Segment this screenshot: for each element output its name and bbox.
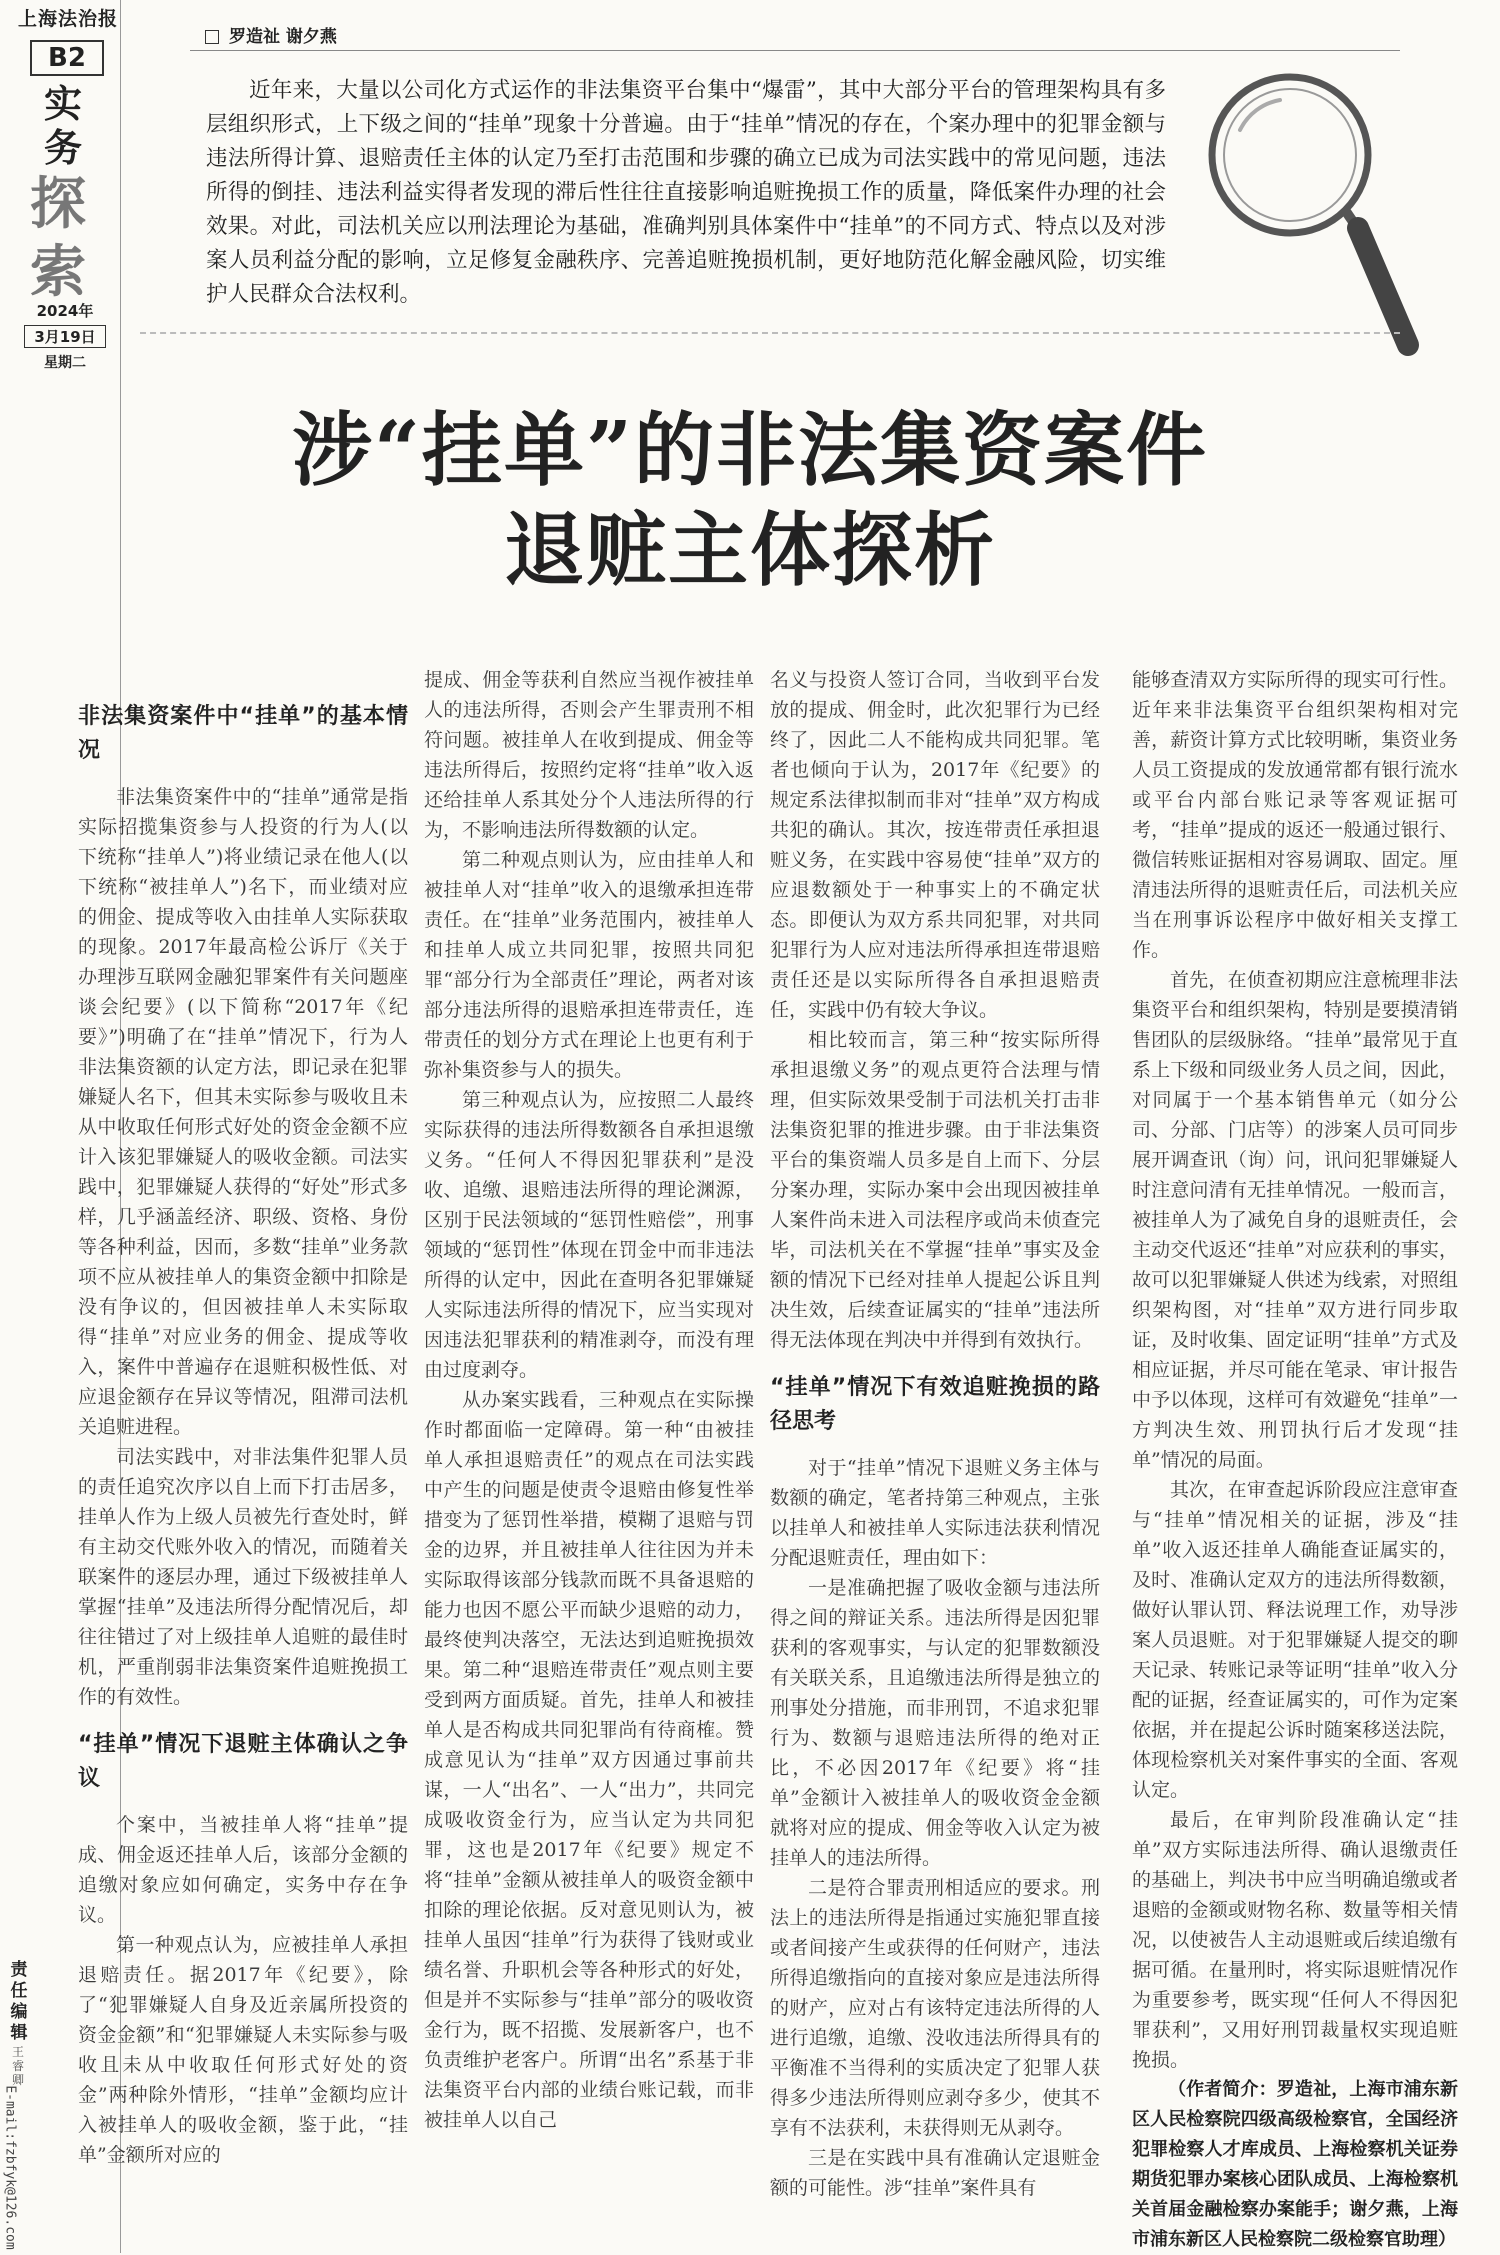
paragraph: 首先，在侦查初期应注意梳理非法集资平台和组织架构，特别是要摸清销售团队的层级脉络。“挂单”最常见于直系上下级和同级业务人员之间，因此，对同属于一个基本销售单元（如分公司、分部、门店等）的涉案人员可同步展开调查讯（询）问，讯问犯罪嫌疑人时注意问清有无挂单情况。一般而言，被挂单人为了减免自身的退赃责任，会主动交代返还“挂单”对应获利的事实，故可以犯罪嫌疑人供述为线索，对照组织架构图，对“挂单”双方进行同步取证，及时收集、固定证明“挂单”方式及相应证据，并尽可能在笔录、审计报告中予以体现，这样可有效避免“挂单”一方判决生效、刑罚执行后才发现“挂单”情况的局面。: [1132, 969, 1458, 1471]
paragraph: 提成、佣金等获利自然应当视作被挂单人的违法所得，否则会产生罪责刑不相符问题。被挂单人在收到提成、佣金等违法所得后，按照约定将“挂单”收入返还给挂单人系其处分个人违法所得的行为，不影响违法所得数额的认定。: [424, 669, 754, 841]
section-subtitle: 探索: [30, 171, 86, 305]
article-headline: [150, 400, 1350, 600]
byline-box-icon: [205, 30, 219, 44]
author-bio: （作者简介：罗造祉，上海市浦东新区人民检察院四级高级检察官，全国经济犯罪检察人才库成员、上海检察机关证券期货犯罪办案核心团队成员、上海检察机关首届金融检察办案能手；谢夕燕，上海市浦东新区人民检察院二级检察官助理）: [1132, 2079, 1458, 2250]
editor-signature: 王睿卿: [11, 2045, 24, 2087]
issue-weekday: 星期二: [44, 355, 86, 371]
paragraph: 对于“挂单”情况下退赃义务主体与数额的确定，笔者持第三种观点，主张以挂单人和被挂单人实际违法获利情况分配退赃责任，理由如下：: [770, 1457, 1100, 1569]
headline-line-2: 退赃主体探析: [504, 503, 996, 597]
paragraph: 第二种观点则认为，应由挂单人和被挂单人对“挂单”收入的退缴承担连带责任。在“挂单”业务范围内，被挂单人和挂单人成立共同犯罪，按照共同犯罪“部分行为全部责任”理论，两者对该部分违法所得的退赔承担连带责任，连带责任的划分方式在理论上也更有利于弥补集资参与人的损失。: [424, 849, 754, 1081]
lead-paragraph: 近年来，大量以公司化方式运作的非法集资平台集中“爆雷”，其中大部分平台的管理架构具有多层组织形式，上下级之间的“挂单”现象十分普遍。由于“挂单”情况的存在，个案办理中的犯罪金额与违法所得计算、退赔责任主体的认定乃至打击范围和步骤的确立已成为司法实践中的常见问题，违法所得的倒挂、违法利益实得者发现的滞后性往往直接影响追赃挽损工作的质量，降低案件办理的社会效果。对此，司法机关应以刑法理论为基础，准确判别具体案件中“挂单”的不同方式、特点以及对涉案人员利益分配的影响，立足修复金融秩序、完善追赃挽损机制，更好地防范化解金融风险，切实维护人民群众合法权利。: [206, 78, 1166, 307]
subheading: “挂单”情况下退赃主体确认之争议: [78, 1732, 408, 1791]
paragraph: 其次，在审查起诉阶段应注意审查与“挂单”情况相关的证据，涉及“挂单”收入返还挂单人确能查证属实的，及时、准确认定双方的违法所得数额，做好认罪认罚、释法说理工作，劝导涉案人员退赃。对于犯罪嫌疑人提交的聊天记录、转账记录等证明“挂单”收入分配的证据，经查证属实的，可作为定案依据，并在提起公诉时随案移送法院，体现检察机关对案件事实的全面、客观认定。: [1132, 1479, 1458, 1801]
byline-authors: 罗造祉 谢夕燕: [229, 27, 337, 47]
issue-year: 2024年: [36, 302, 94, 320]
paragraph: 从办案实践看，三种观点在实际操作时都面临一定障碍。第一种“由被挂单人承担退赔责任”的观点在司法实践中产生的问题是使责令退赔由修复性举措变为了惩罚性举措，模糊了退赔与罚金的边界，并且被挂单人往往因为并未实际取得该部分钱款而既不具备退赔的能力也因不愿公平而缺少退赔的动力，最终使判决落空，无法达到追赃挽损效果。第二种“退赔连带责任”观点则主要受到两方面质疑。首先，挂单人和被挂单人是否构成共同犯罪尚有待商榷。赞成意见认为“挂单”双方因通过事前共谋，一人“出名”、一人“出力”，共同完成吸收资金行为，应当认定为共同犯罪，这也是2017年《纪要》规定不将“挂单”金额从被挂单人的吸资金额中扣除的理论依据。反对意见则认为，被挂单人虽因“挂单”行为获得了钱财或业绩名誉、升职机会等各种形式的好处，但是并不实际参与“挂单”部分的吸收资金行为，既不招揽、发展新客户，也不负责维护老客户。所谓“出名”系基于非法集资平台内部的业绩台账记载，而非被挂单人以自己: [424, 1389, 754, 2131]
paragraph: 名义与投资人签订合同，当收到平台发放的提成、佣金时，此次犯罪行为已经终了，因此二人不能构成共同犯罪。笔者也倾向于认为，2017年《纪要》的规定系法律拟制而非对“挂单”双方构成共犯的确认。其次，按连带责任承担退赃义务，在实践中容易使“挂单”双方的应退数额处于一种事实上的不确定状态。即便认为双方系共同犯罪，对共同犯罪行为人应对违法所得承担连带退赔责任还是以实际所得各自承担退赔责任，实践中仍有较大争议。: [770, 669, 1100, 1021]
paragraph: 非法集资案件中的“挂单”通常是指实际招揽集资参与人投资的行为人(以下统称“挂单人”)将业绩记录在他人(以下统称“被挂单人”)名下，而业绩对应的佣金、提成等收入由挂单人实际获取的现象。2017年最高检公诉厅《关于办理涉互联网金融犯罪案件有关问题座谈会纪要》(以下简称“2017年《纪要》”)明确了在“挂单”情况下，行为人非法集资额的认定方法，即记录在犯罪嫌疑人名下，但其未实际参与吸收且未从中收取任何形式好处的资金金额不应计入该犯罪嫌疑人的吸收金额。司法实践中，犯罪嫌疑人获得的“好处”形式多样，几乎涵盖经济、职级、资格、身份等各种利益，因而，多数“挂单”业务款项不应从被挂单人的集资金额中扣除是没有争议的，但因被挂单人未实际取得“挂单”对应业务的佣金、提成等收入，案件中普遍存在退赃积极性低、对应退金额存在异议等情况，阻滞司法机关追赃进程。: [78, 786, 408, 1438]
article-column-4: [1132, 665, 1458, 2255]
paragraph: 能够查清双方实际所得的现实可行性。近年来非法集资平台组织架构相对完善，薪资计算方式比较明晰，集资业务人员工资提成的发放通常都有银行流水或平台内部台账记录等客观证据可考，“挂单”提成的返还一般通过银行、微信转账证据相对容易调取、固定。厘清违法所得的退赃责任后，司法机关应当在刑事诉讼程序中做好相关支撑工作。: [1132, 669, 1458, 961]
byline: [205, 22, 337, 47]
article-column-2: [424, 665, 754, 2135]
paragraph: 个案中，当被挂单人将“挂单”提成、佣金返还挂单人后，该部分金额的追缴对象应如何确定，实务中存在争议。: [78, 1814, 408, 1926]
subheading: 非法集资案件中“挂单”的基本情况: [78, 704, 408, 763]
issue-date: 3月19日: [24, 325, 106, 348]
headline-line-1: 涉“挂单”的非法集资案件: [291, 403, 1209, 497]
paragraph: 二是符合罪责刑相适应的要求。刑法上的违法所得是指通过实施犯罪直接或者间接产生或获得的任何财产，违法所得追缴指向的直接对象应是违法所得的财产，应对占有该特定违法所得的人进行追缴，追缴、没收违法所得具有的平衡准不当得利的实质决定了犯罪人获得多少违法所得则应剥夺多少，使其不享有不法获利，未获得则无从剥夺。: [770, 1877, 1100, 2139]
paragraph: 最后，在审判阶段准确认定“挂单”双方实际违法所得、确认退缴责任的基础上，判决书中应当明确追缴或者退赔的金额或财物名称、数量等相关情况，以使被告人主动退赃或后续追缴有据可循。在量刑时，将实际退赃情况作为重要参考，既实现“任何人不得因犯罪获利”，又用好刑罚裁量权实现追赃挽损。: [1132, 1809, 1458, 2071]
paragraph: 三是在实践中具有准确认定退赃金额的可能性。涉“挂单”案件具有: [770, 2147, 1100, 2199]
section-name: 实务: [44, 81, 83, 170]
top-divider: [190, 50, 1400, 51]
paragraph: 司法实践中，对非法集件犯罪人员的责任追究次序以自上而下打击居多，挂单人作为上级人员被先行查处时，鲜有主动交代账外收入的情况，而随着关联案件的逐层办理，通过下级被挂单人掌握“挂单”及违法所得分配情况后，却往往错过了对上级挂单人追赃的最佳时机，严重削弱非法集资案件追赃挽损工作的有效性。: [78, 1446, 408, 1708]
newspaper-logo: 上海法治报: [18, 8, 119, 30]
paragraph: 相比较而言，第三种“按实际所得承担退缴义务”的观点更符合法理与情理，但实际效果受制于司法机关打击非法集资犯罪的推进步骤。由于非法集资平台的集资端人员多是自上而下、分层分案办理，实际办案中会出现因被挂单人案件尚未进入司法程序或尚未侦查完毕，司法机关在不掌握“挂单”事实及金额的情况下已经对挂单人提起公诉且判决生效，后续查证属实的“挂单”违法所得无法体现在判决中并得到有效执行。: [770, 1029, 1100, 1351]
subheading: “挂单”情况下有效追赃挽损的路径思考: [770, 1375, 1100, 1434]
article-column-1: [78, 684, 408, 2170]
editor-label: 责任编辑: [10, 1960, 28, 2043]
page-code: B2: [30, 40, 104, 76]
magnifying-glass-icon: [1180, 60, 1420, 360]
article-column-3: [770, 665, 1100, 2203]
paragraph: 第一种观点认为，应被挂单人承担退赔责任。据2017年《纪要》，除了“犯罪嫌疑人自身及近亲属所投资的资金金额”和“犯罪嫌疑人未实际参与吸收且未从中收取任何形式好处的资金”两种除外情形，“挂单”金额均应计入被挂单人的吸收金额，鉴于此，“挂单”金额所对应的: [78, 1934, 408, 2166]
lead-divider: [140, 332, 1400, 334]
paragraph: 第三种观点认为，应按照二人最终实际获得的违法所得数额各自承担退缴义务。“任何人不得因犯罪获利”是没收、追缴、退赔违法所得的理论渊源，区别于民法领域的“惩罚性赔偿”，刑事领域的“惩罚性”体现在罚金中而非违法所得的认定中，因此在查明各犯罪嫌疑人实际违法所得的情况下，应当实现对因违法犯罪获利的精准剥夺，而没有理由过度剥夺。: [424, 1089, 754, 1381]
paragraph: 一是准确把握了吸收金额与违法所得之间的辩证关系。违法所得是因犯罪获利的客观事实，与认定的犯罪数额没有关联关系，且追缴违法所得是独立的刑事处分措施，而非刑罚，不追求犯罪行为、数额与退赔违法所得的绝对正比，不必因2017年《纪要》将“挂单”金额计入被挂单人的吸收资金金额就将对应的提成、佣金等收入认定为被挂单人的违法所得。: [770, 1577, 1100, 1869]
contact-email: E-mail:fzbfyk@126.com: [2, 2085, 18, 2250]
